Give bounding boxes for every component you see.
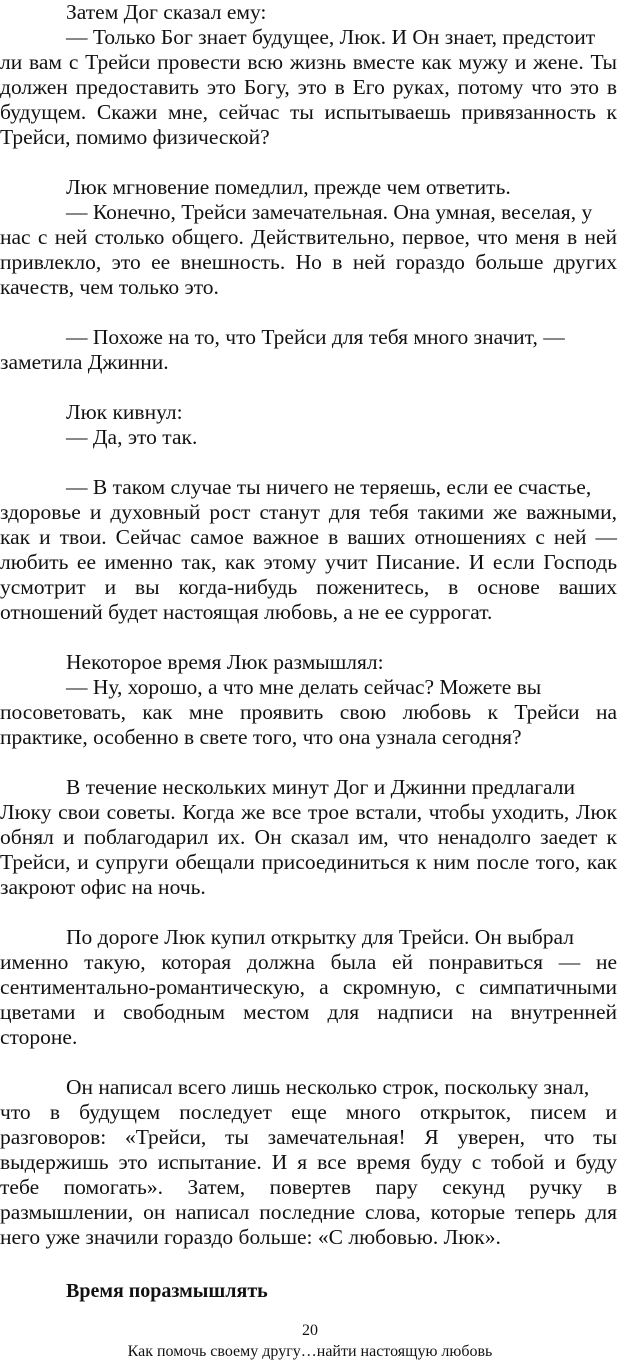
text-line: разговоров: «Трейси, ты замечательная! Я уверен, что ты bbox=[0, 1125, 617, 1149]
text-line: Люк кивнул: bbox=[66, 400, 183, 424]
text-line: По дороге Люк купил открытку для Трейси. Он выбрал bbox=[66, 925, 574, 949]
text-line: качеств, чем только это. bbox=[0, 275, 219, 299]
text-line: любить ее именно так, как этому учит Писание. И если Господь bbox=[0, 550, 617, 574]
text-line: стороне. bbox=[0, 1025, 78, 1049]
text-line: что в будущем последует еще много открыток, писем и bbox=[0, 1100, 617, 1124]
text-line: ли вам с Трейси провести всю жизнь вместе как мужу и жене. Ты bbox=[0, 50, 617, 74]
text-line: именно такую, которая должна была ей понравиться — не bbox=[0, 950, 617, 974]
text-line: — Только Бог знает будущее, Люк. И Он знает, предстоит bbox=[66, 25, 596, 49]
running-footer: Как помочь своему другу…найти настоящую любовь bbox=[127, 1343, 493, 1360]
text-line: выдержишь это испытание. И я все время буду с тобой и буду bbox=[0, 1150, 617, 1174]
page-number: 20 bbox=[302, 1322, 318, 1339]
text-line: сентиментально-романтическую, а скромную, с симпатичными bbox=[0, 975, 617, 999]
text-line: — Да, это так. bbox=[66, 425, 198, 449]
text-line: тебе помогать». Затем, повертев пару секунд ручку в bbox=[0, 1175, 617, 1199]
text-line: — Конечно, Трейси замечательная. Она умная, веселая, у bbox=[66, 200, 593, 224]
text-line: Он написал всего лишь несколько строк, поскольку знал, bbox=[66, 1075, 590, 1099]
section-heading: Время поразмышлять bbox=[66, 1280, 268, 1302]
text-line: Некоторое время Люк размышлял: bbox=[66, 650, 384, 674]
text-line: посоветовать, как мне проявить свою любовь к Трейси на bbox=[0, 700, 617, 724]
text-line: практике, особенно в свете того, что она узнала сегодня? bbox=[0, 725, 522, 749]
text-line: — Похоже на то, что Трейси для тебя много значит, — bbox=[66, 325, 565, 349]
text-line: — Ну, хорошо, а что мне делать сейчас? Можете вы bbox=[66, 675, 542, 699]
text-line: Люк мгновение помедлил, прежде чем ответить. bbox=[66, 175, 511, 199]
text-line: закроют офис на ночь. bbox=[0, 875, 206, 899]
text-line: В течение нескольких минут Дог и Джинни предлагали bbox=[66, 775, 576, 799]
text-line: Трейси, помимо физической? bbox=[0, 125, 270, 149]
text-line: здоровье и духовный рост станут для тебя такими же важными, bbox=[0, 500, 617, 524]
text-line: будущем. Скажи мне, сейчас ты испытываешь привязанность к bbox=[0, 100, 617, 124]
text-line: Люку свои советы. Когда же все трое встали, чтобы уходить, Люк bbox=[0, 800, 617, 824]
text-line: размышлении, он написал последние слова, которые теперь для bbox=[0, 1200, 617, 1224]
text-line: заметила Джинни. bbox=[0, 350, 169, 374]
text-line: отношений будет настоящая любовь, а не ее суррогат. bbox=[0, 600, 493, 624]
text-line: должен предоставить это Богу, это в Его руках, потому что это в bbox=[0, 75, 617, 99]
text-line: обнял и поблагодарил их. Он сказал им, что ненадолго заедет к bbox=[0, 825, 617, 849]
text-line: нас с ней столько общего. Действительно, первое, что меня в ней bbox=[0, 225, 617, 249]
text-line: усмотрит и вы когда-нибудь поженитесь, в основе ваших bbox=[0, 575, 617, 599]
text-line: — В таком случае ты ничего не теряешь, если ее счастье, bbox=[66, 475, 592, 499]
text-line: привлекло, это ее внешность. Но в ней гораздо больше других bbox=[0, 250, 617, 274]
text-line: цветами и свободным местом для надписи на внутренней bbox=[0, 1000, 617, 1024]
text-line: как и твои. Сейчас самое важное в ваших отношениях с ней — bbox=[0, 525, 617, 549]
text-line: Трейси, и супруги обещали присоединиться к ним после того, как bbox=[0, 850, 617, 874]
text-line: него уже значили гораздо больше: «С любовью. Люк». bbox=[0, 1225, 501, 1249]
text-line: Затем Дог сказал ему: bbox=[66, 0, 267, 24]
